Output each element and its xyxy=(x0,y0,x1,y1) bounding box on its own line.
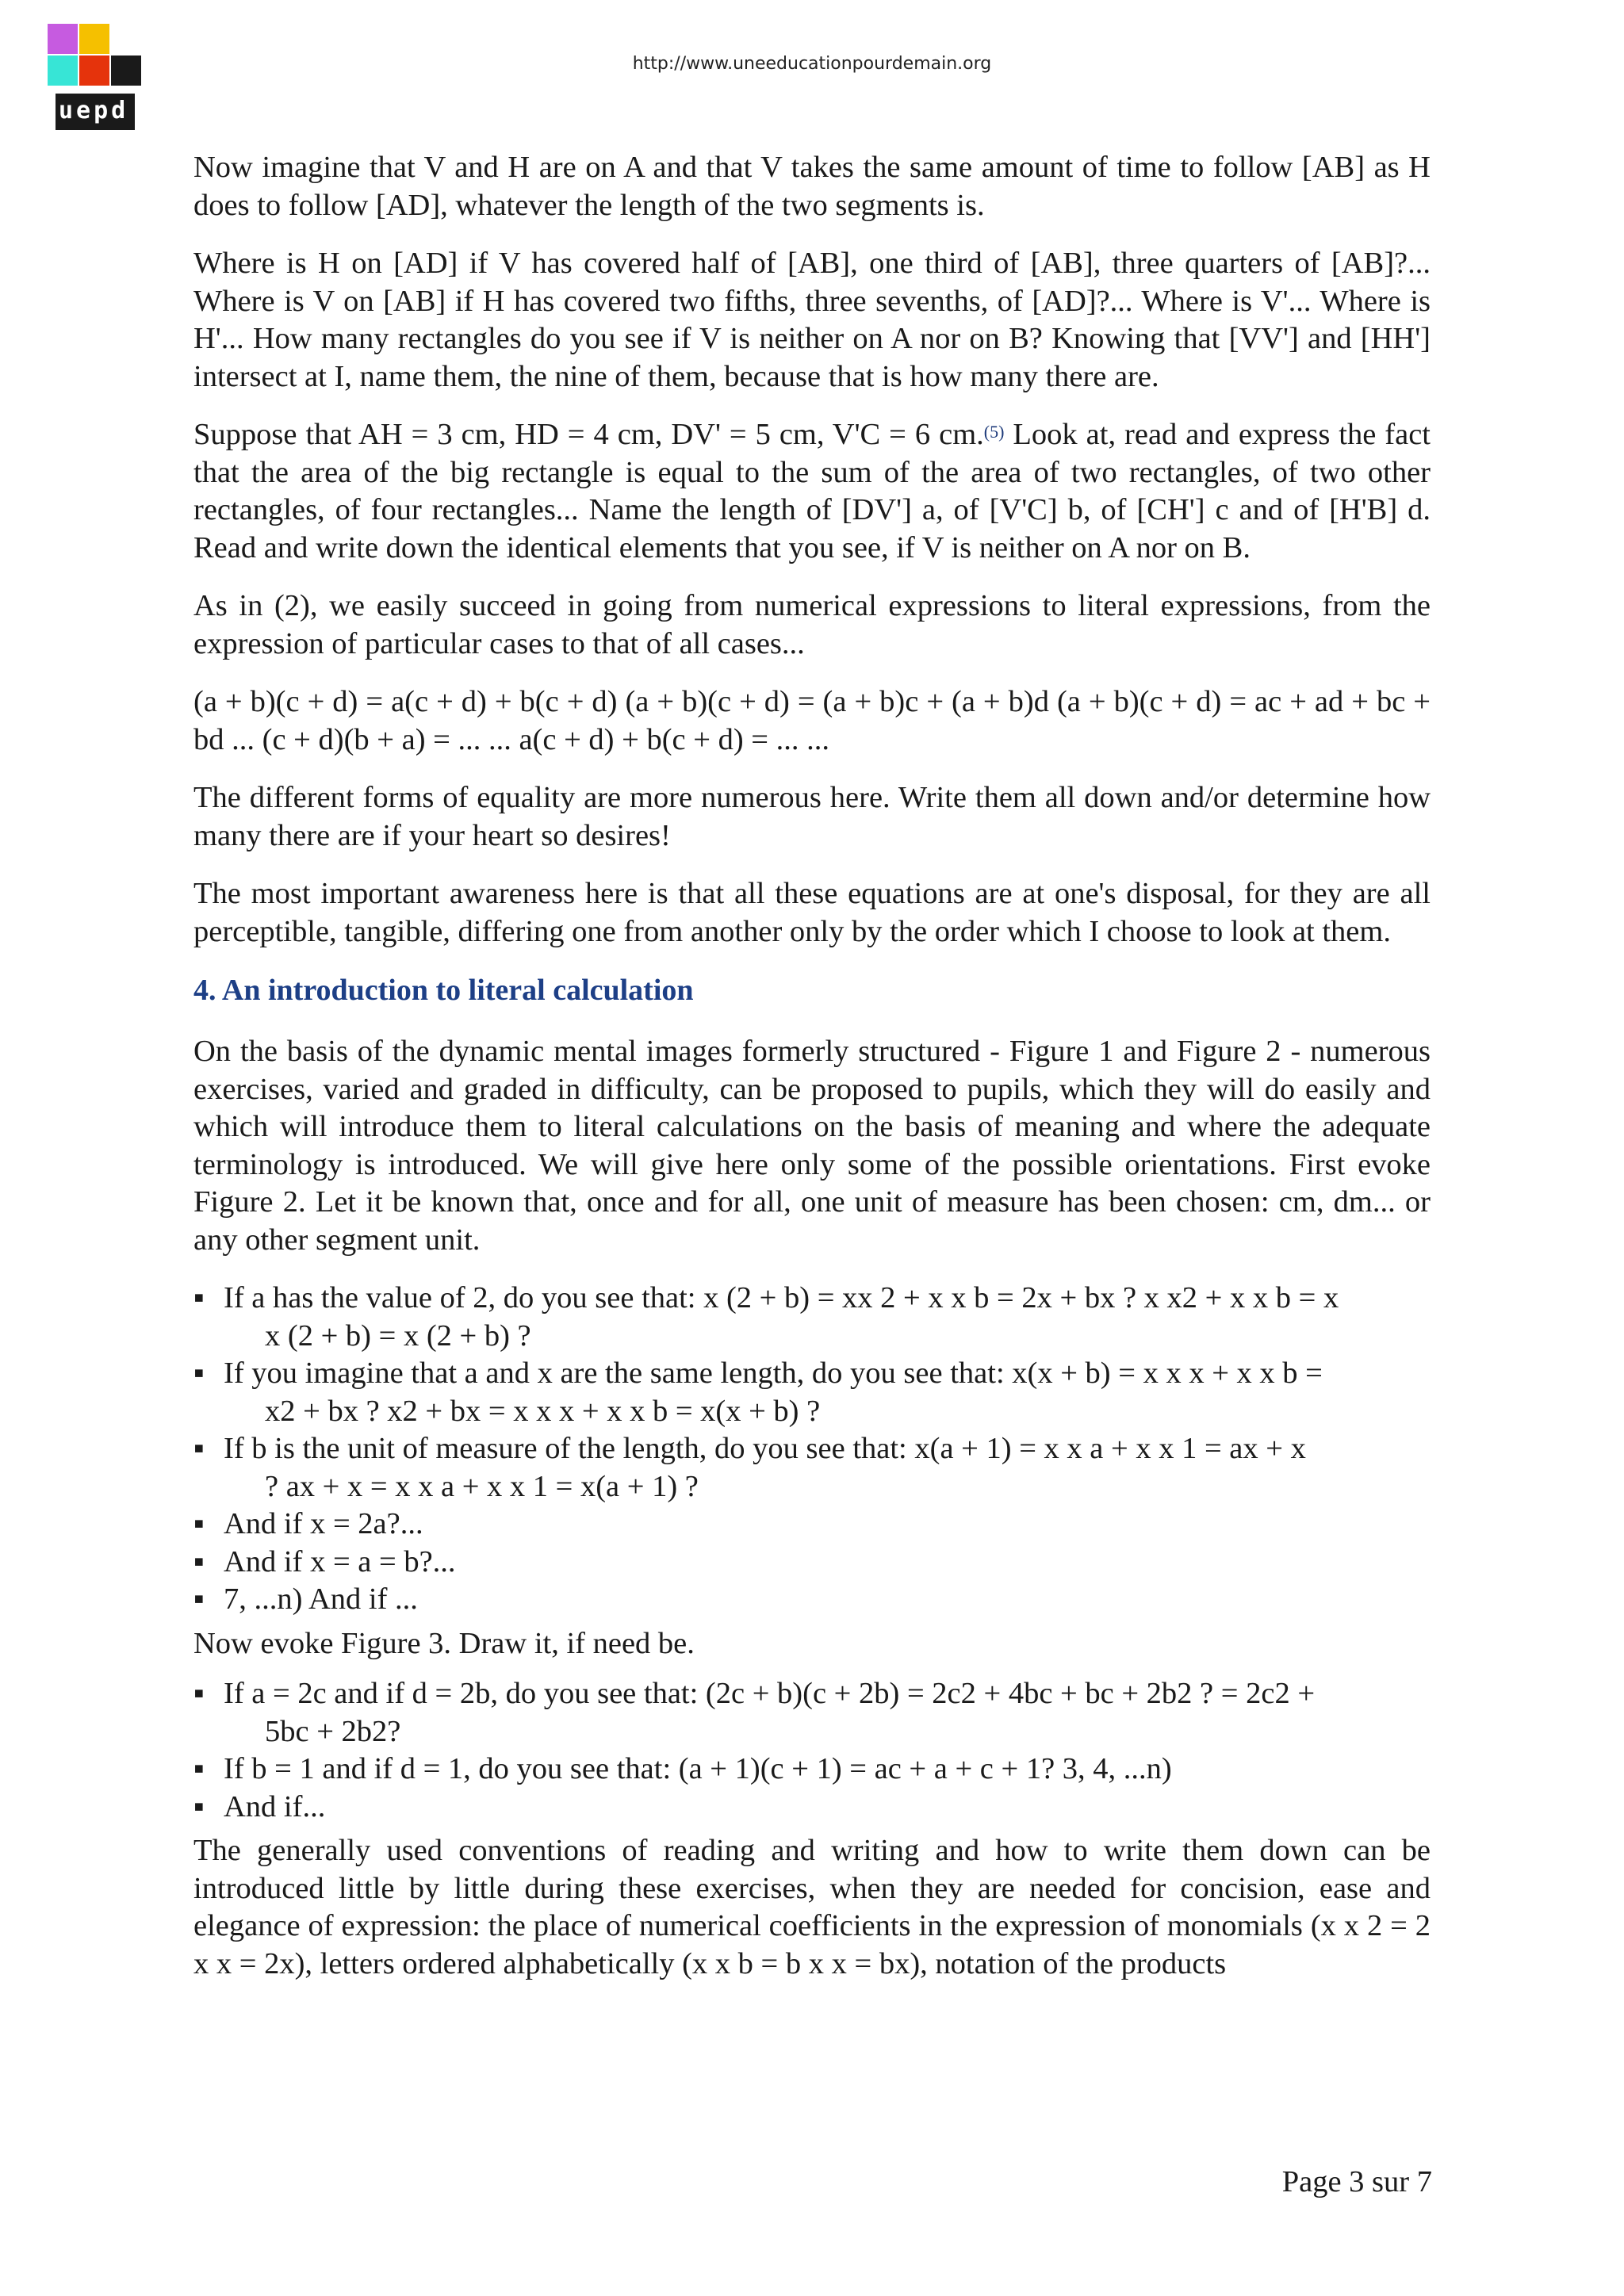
logo-square-purple xyxy=(48,24,78,54)
bullet-icon: ▪ xyxy=(193,1357,205,1390)
bullet-icon: ▪ xyxy=(193,1507,205,1540)
list-item: ▪ If you imagine that a and x are the same length, do you see that: x(x + b) = x x x + x x b = x2 + bx ? x2 + bx = x x x + x x b = x(x + b) ? xyxy=(193,1357,1323,1428)
paragraph: The most important awareness here is that all these equations are at one's disposal, for they are all perceptible, tangible, differing one from another only by the order which I choose to look at them. xyxy=(193,877,1431,948)
bullet-icon: ▪ xyxy=(193,1281,205,1314)
exercise-list-2 xyxy=(193,1675,1431,1826)
paragraph xyxy=(193,416,1431,567)
footnote-reference[interactable]: (5) xyxy=(983,422,1005,442)
list-item: ▪ 7, ...n) And if ... xyxy=(193,1581,1431,1619)
exercise-list-1 xyxy=(193,1280,1431,1619)
bullet-icon: ▪ xyxy=(193,1544,205,1578)
bullet-icon: ▪ xyxy=(193,1677,205,1710)
list-item: ▪ And if x = 2a?... xyxy=(193,1506,1431,1544)
equations-paragraph: (a + b)(c + d) = a(c + d) + b(c + d) (a + b)(c + d) = (a + b)c + (a + b)d (a + b)(c + d) = ac + ad + bc + bd ... (c + d)(b + a) = ... ... a(c + d) + b(c + d) = ... ... xyxy=(193,685,1431,756)
list-item: ▪ If a has the value of 2, do you see that: x (2 + b) = xx 2 + x x b = 2x + bx ? x x2 + x x b = x x (2 + b) = x (2 + b) ? xyxy=(193,1281,1339,1353)
document-body xyxy=(193,149,1431,2003)
logo-square-yellow xyxy=(79,24,109,54)
list-item: ▪ And if... xyxy=(193,1789,1431,1827)
paragraph-text: Suppose that AH = 3 cm, HD = 4 cm, DV' = 5 cm, V'C = 6 cm. xyxy=(193,418,984,451)
bullet-icon: ▪ xyxy=(193,1752,205,1785)
bullet-icon: ▪ xyxy=(193,1432,205,1465)
paragraph: On the basis of the dynamic mental images formerly structured - Figure 1 and Figure 2 - numerous exercises, varied and graded in difficulty, can be proposed to pupils, which they will do easily and which will introduce them to literal calculations on the basis of meaning and where the adequate terminology is introduced. We will give here only some of the possible orientations. First evoke Figure 2. Let it be known that, once and for all, one unit of measure has been chosen: cm, dm... or any other segment unit. xyxy=(193,1035,1431,1257)
bullet-icon: ▪ xyxy=(193,1582,205,1616)
list-item: ▪ If b = 1 and if d = 1, do you see that: (a + 1)(c + 1) = ac + a + c + 1? 3, 4, ...n) xyxy=(193,1751,1431,1789)
list-item: ▪ If a = 2c and if d = 2b, do you see that: (2c + b)(c + 2b) = 2c2 + 4bc + bc + 2b2 ? = 2c2 + 5bc + 2b2? xyxy=(193,1677,1316,1748)
paragraph: The different forms of equality are more numerous here. Write them all down and/or determine how many there are if your heart so desires! xyxy=(193,781,1431,852)
bullet-icon: ▪ xyxy=(193,1789,205,1823)
list-item: ▪ If b is the unit of measure of the length, do you see that: x(a + 1) = x x a + x x 1 = ax + x ? ax + x = x x a + x x 1 = x(a + 1) ? xyxy=(193,1432,1306,1503)
paragraph: Where is H on [AD] if V has covered half of [AB], one third of [AB], three quarters of [AB]?... Where is V on [AB] if H has covered two fifths, three sevenths, of [AD]?... Where is V'... Where is H'... How many rectangles do you see if V is neither on A nor on B? Knowing that [VV'] and [HH'] intersect at I, name them, the nine of them, because that is how many there are. xyxy=(193,247,1431,393)
paragraph: The generally used conventions of reading and writing and how to write them down can be introduced little by little during these exercises, when they are needed for concision, ease and elegance of expression: the place of numerical coefficients in the expression of monomials (x x 2 = 2 x x = 2x), letters ordered alphabetically (x x b = b x x = bx), notation of the products xyxy=(193,1834,1431,1980)
page-number: Page 3 sur 7 xyxy=(1281,2165,1432,2198)
paragraph: Now evoke Figure 3. Draw it, if need be. xyxy=(193,1626,695,1660)
paragraph: Now imagine that V and H are on A and that V takes the same amount of time to follow [AB] as H does to follow [AD], whatever the length of the two segments is. xyxy=(193,151,1431,222)
paragraph: As in (2), we easily succeed in going from numerical expressions to literal expressions, from the expression of particular cases to that of all cases... xyxy=(193,589,1431,660)
header-url[interactable]: http://www.uneeducationpourdemain.org xyxy=(632,54,992,74)
list-item: ▪ And if x = a = b?... xyxy=(193,1544,1431,1582)
section-heading: 4. An introduction to literal calculation xyxy=(193,974,694,1007)
paragraph-text: Look at, read and express the fact that the area of the big rectangle is equal to the sum of the area of two rectangles, of two other rectangles, of four rectangles... Name the length of [DV'] a, of [V'C] b, of [CH'] c and of [H'B] d. Read and write down the identical elements that you see, if V is neither on A nor on B. xyxy=(193,418,1431,564)
logo-text: uepd xyxy=(59,97,129,124)
